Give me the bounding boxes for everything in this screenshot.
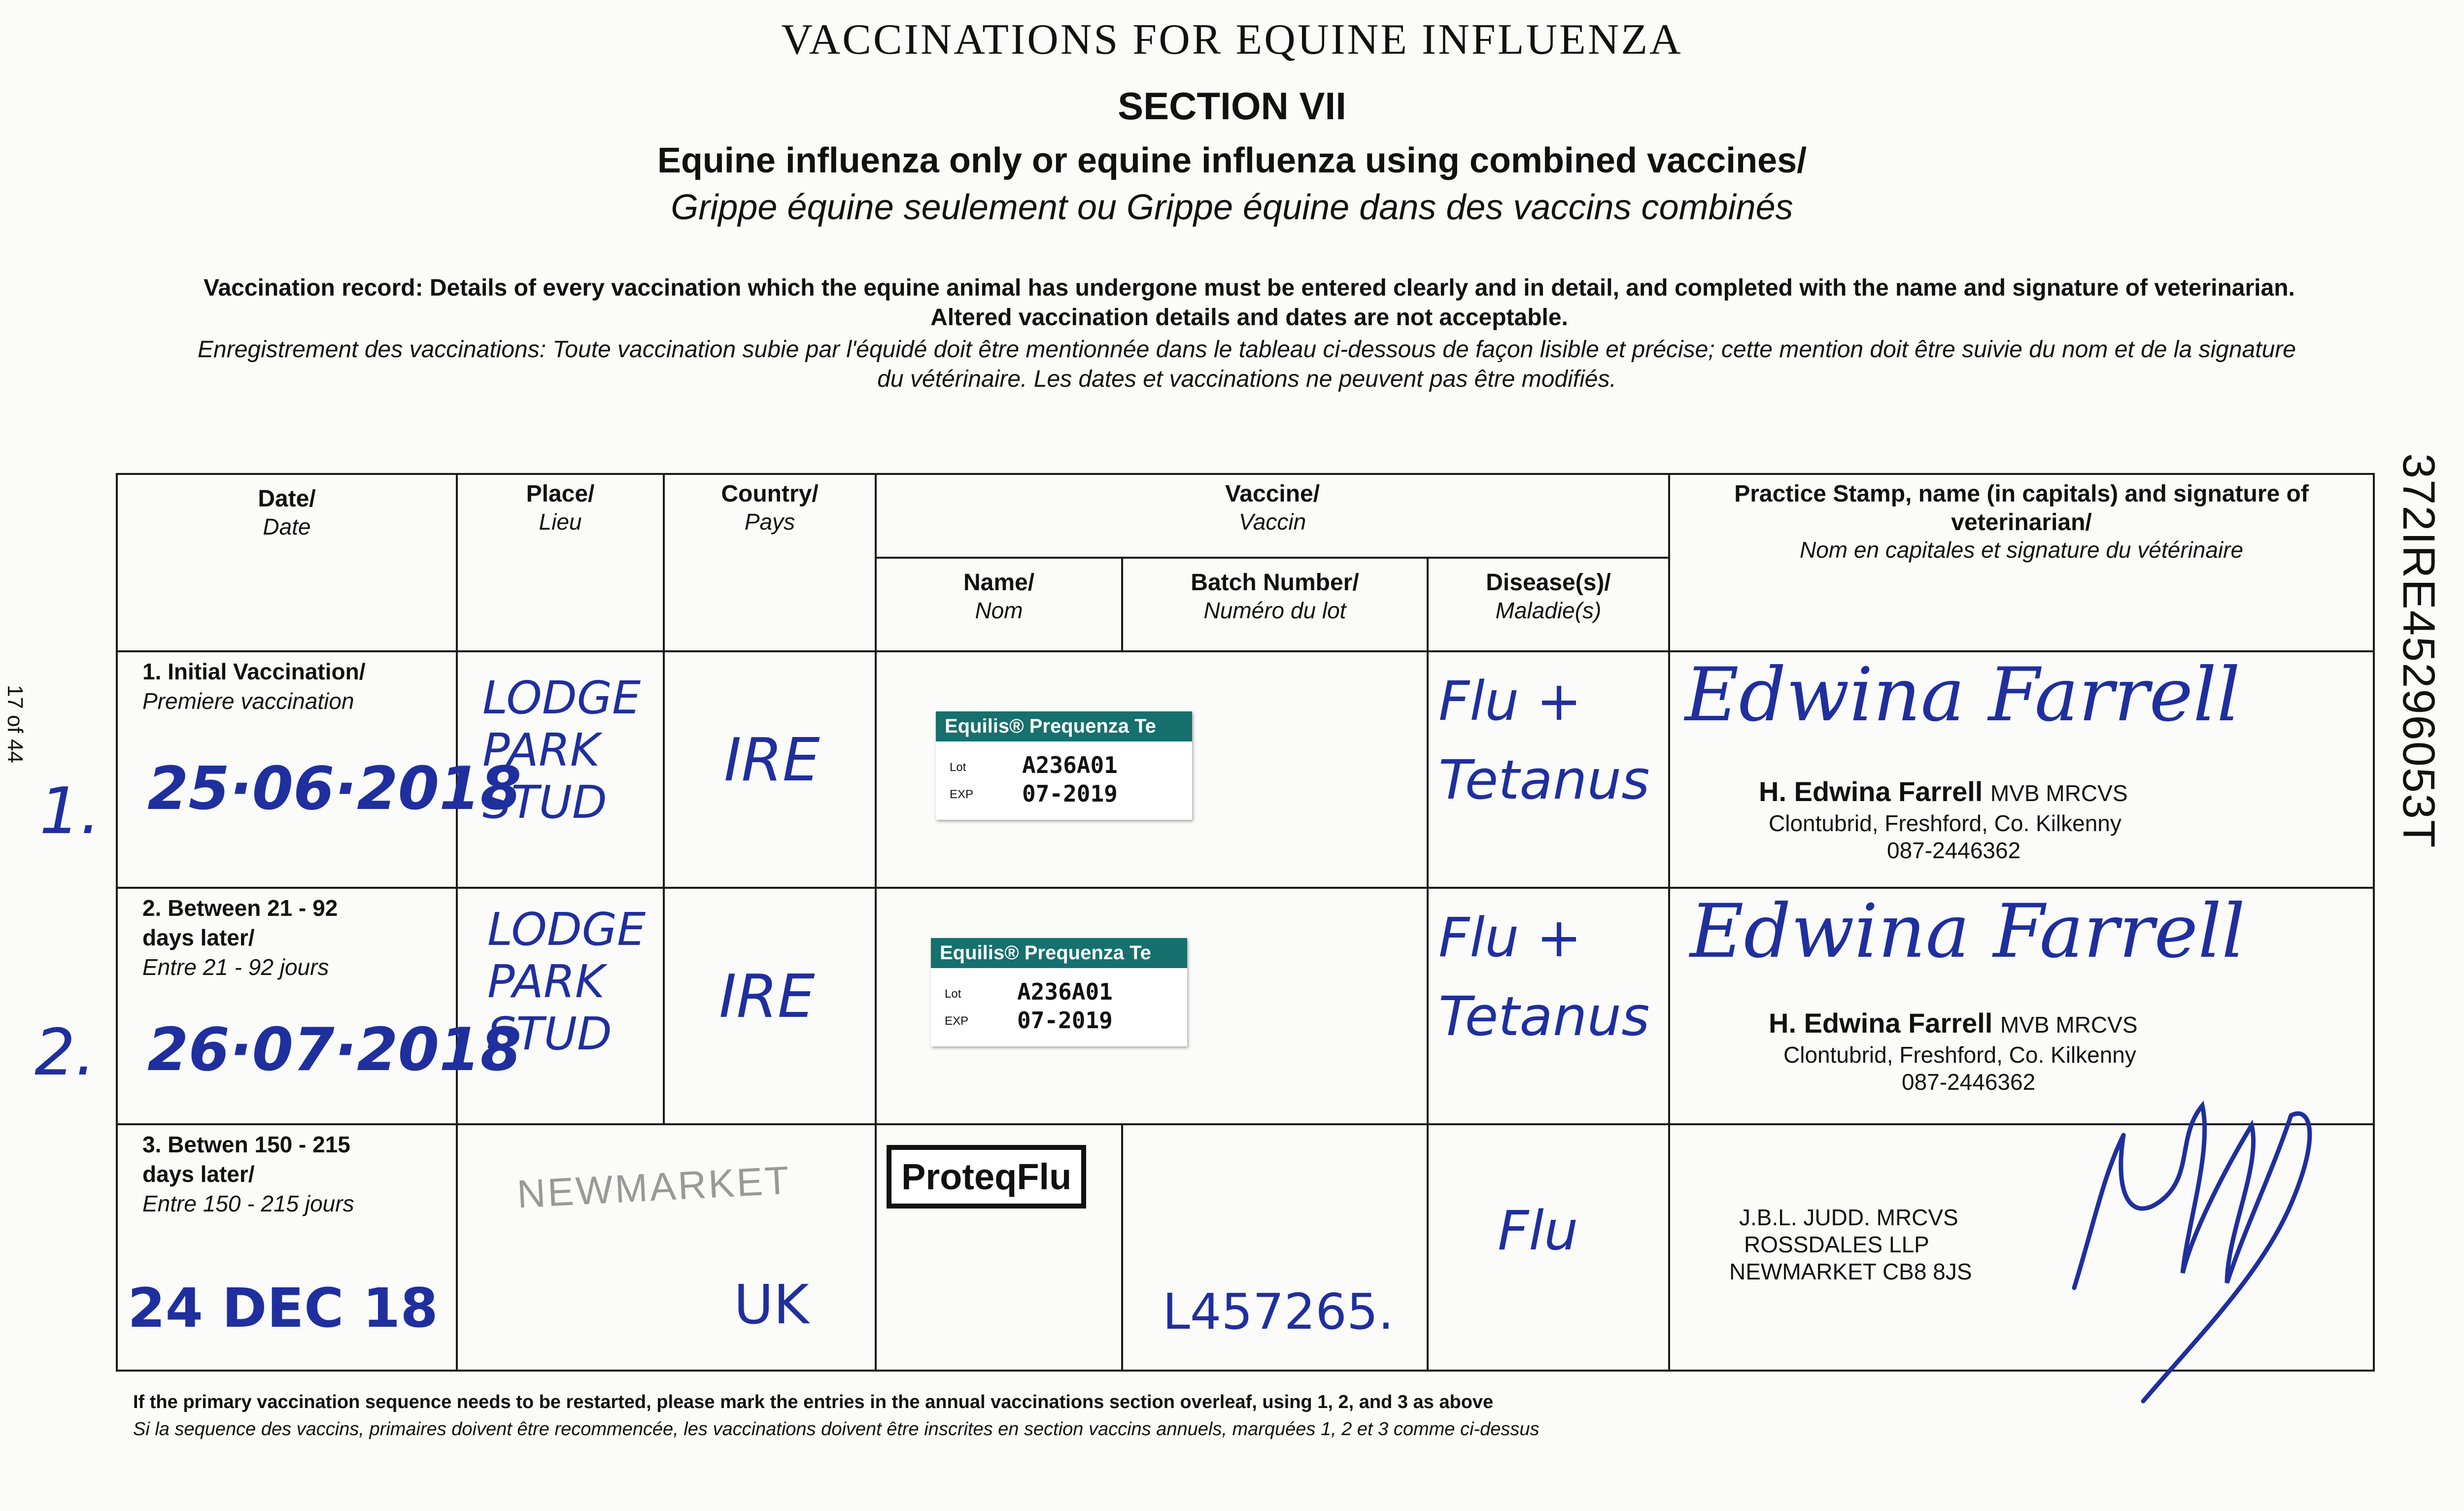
record-instructions-english (128, 273, 2370, 333)
row2-vet-phone: 087-2446362 (1902, 1069, 2036, 1095)
row3-batch-cell (1122, 1124, 1428, 1371)
row1-exp-tag: EXP (950, 788, 974, 801)
record-fr-line1: Enregistrement des vaccinations: Toute vaccination subie par l'équidé doit être mentionnée dans le tableau ci-dessous de façon lisible et précise; cette mention doit être suivie du nom et de la signature (198, 336, 2296, 363)
row2-disease-handwritten: Flu + Tetanus (1438, 906, 1650, 1048)
form-title: VACCINATIONS FOR EQUINE INFLUENZA (781, 16, 1683, 64)
row3-place-stamp: NEWMARKET (516, 1158, 792, 1216)
row1-label: 1. Initial Vaccination/ (142, 659, 366, 684)
row2-place-cell (457, 888, 664, 1124)
row1-practice-cell (1669, 651, 2374, 888)
row3-label-fr: Entre 150 - 215 jours (142, 1190, 354, 1216)
section-heading: SECTION VII (1118, 84, 1346, 128)
row3-country-handwritten: UK (734, 1273, 809, 1336)
record-en-line2: Altered vaccination details and dates are not acceptable. (930, 304, 1568, 331)
row2-vaccine-brand: Equilis® Prequenza Te (931, 938, 1187, 968)
row1-disease-cell (1428, 651, 1669, 888)
row2-label-fr: Entre 21 - 92 jours (142, 954, 329, 980)
header-country: Country/ Pays (664, 474, 876, 651)
row2-label: 2. Between 21 - 92 (142, 895, 338, 921)
row1-country-handwritten: IRE (724, 726, 820, 795)
row3-label-2: days later/ (142, 1161, 255, 1187)
header-date: Date/ Date (117, 474, 457, 651)
header-batch-number: Batch Number/ Numéro du lot (1122, 558, 1428, 651)
row1-disease-handwritten: Flu + Tetanus (1438, 670, 1650, 811)
table-row (117, 651, 2374, 888)
row1-vaccine-cell (876, 651, 1428, 888)
header-practice-stamp: Practice Stamp, name (in capitals) and signature of veterinarian/ Nom en capitales et signature du vétérinaire (1669, 474, 2374, 651)
header-vaccine-name: Name/ Nom (876, 558, 1122, 651)
row2-country-cell (664, 888, 876, 1124)
row1-lot-tag: Lot (950, 761, 966, 774)
row1-vaccine-sticker (936, 711, 1192, 820)
row3-vet-line3: NEWMARKET CB8 8JS (1729, 1259, 1972, 1284)
row2-vaccine-sticker (931, 938, 1187, 1046)
row3-date-cell (117, 1124, 457, 1371)
row3-vaccine-name-cell (876, 1124, 1122, 1371)
row1-country-cell (664, 651, 876, 888)
row1-vet-address: Clontubrid, Freshford, Co. Kilkenny (1769, 810, 2122, 836)
subtitle-english: Equine influenza only or equine influenza using combined vaccines/ (657, 141, 1807, 180)
row2-margin-number: 2. (34, 1015, 96, 1090)
row1-vet-name-line: H. Edwina Farrell MVB MRCVS (1759, 776, 2128, 807)
row2-signature: Edwina Farrell (1690, 889, 2246, 974)
row2-date-cell (117, 888, 522, 1124)
row1-label-fr: Premiere vaccination (142, 688, 354, 714)
row1-lot: A236A01 (1022, 752, 1118, 778)
record-en-line1: Vaccination record: Details of every vaccination which the equine animal has undergone must be entered clearly and in detail, and completed with the name and signature of veterinarian. (204, 275, 2295, 301)
row3-date-handwritten: 24 DEC 18 (128, 1276, 438, 1340)
row3-batch-handwritten: L457265. (1163, 1283, 1394, 1341)
header-diseases: Disease(s)/ Maladie(s) (1428, 558, 1669, 651)
row3-vaccine-name: ProteqFlu (887, 1145, 1086, 1209)
row2-lot-tag: Lot (945, 987, 961, 1001)
passport-id: 372IRE45296053T (2394, 453, 2444, 849)
row2-disease-cell (1428, 888, 1669, 1124)
page-number: 17 of 44 (3, 685, 27, 764)
record-instructions-french (123, 335, 2370, 394)
row1-date-handwritten: 25·06·2018 (147, 755, 522, 823)
row3-practice-cell (1669, 1124, 2374, 1371)
record-fr-line2: du vétérinaire. Les dates et vaccinations ne peuvent pas être modifiés. (877, 366, 1616, 392)
row3-vet-line2: ROSSDALES LLP (1744, 1232, 1929, 1257)
row1-margin-number: 1. (39, 773, 101, 848)
row2-vet-address: Clontubrid, Freshford, Co. Kilkenny (1783, 1042, 2136, 1068)
table-row (117, 1124, 2374, 1371)
row1-place-cell (457, 651, 664, 888)
row1-vaccine-brand: Equilis® Prequenza Te (936, 711, 1192, 741)
row3-signature-scribble (2015, 1076, 2380, 1421)
row3-label: 3. Betwen 150 - 215 (142, 1132, 350, 1157)
row2-label-2: days later/ (142, 924, 255, 950)
row2-place-handwritten: LODGE PARK STUD (487, 903, 646, 1060)
row3-disease-handwritten: Flu (1498, 1199, 1578, 1262)
row1-vet-phone: 087-2446362 (1887, 838, 2021, 863)
row2-exp: 07-2019 (1017, 1007, 1113, 1034)
row2-vaccine-cell (876, 888, 1428, 1124)
row3-vet-line1: J.B.L. JUDD. MRCVS (1739, 1205, 1958, 1230)
footnote-french: Si la sequence des vaccins, primaires doivent être recommencée, les vaccinations doivent être inscrites en section vaccins annuels, marquées 1, 2 et 3 comme ci-dessus (133, 1419, 1540, 1440)
row3-place-country-cell (457, 1124, 876, 1371)
row1-exp: 07-2019 (1022, 780, 1118, 807)
row1-place-handwritten: LODGE PARK STUD (482, 672, 641, 829)
row1-signature: Edwina Farrell (1685, 652, 2241, 738)
header-vaccine: Vaccine/ Vaccin (876, 474, 1669, 558)
row1-date-cell (117, 651, 522, 888)
subtitle-french: Grippe équine seulement ou Grippe équine dans des vaccins combinés (671, 188, 1793, 227)
row2-country-handwritten: IRE (719, 963, 815, 1031)
header-place: Place/ Lieu (457, 474, 664, 651)
row3-disease-cell (1428, 1124, 1669, 1371)
row2-lot: A236A01 (1017, 978, 1113, 1005)
row2-exp-tag: EXP (945, 1014, 969, 1028)
vaccination-table (116, 473, 2375, 1372)
footnote-english: If the primary vaccination sequence needs to be restarted, please mark the entries in the annual vaccinations section overleaf, using 1, 2, and 3 as above (133, 1392, 1494, 1412)
row2-date-handwritten: 26·07·2018 (147, 1016, 522, 1084)
row2-vet-name-line: H. Edwina Farrell MVB MRCVS (1769, 1007, 2138, 1039)
